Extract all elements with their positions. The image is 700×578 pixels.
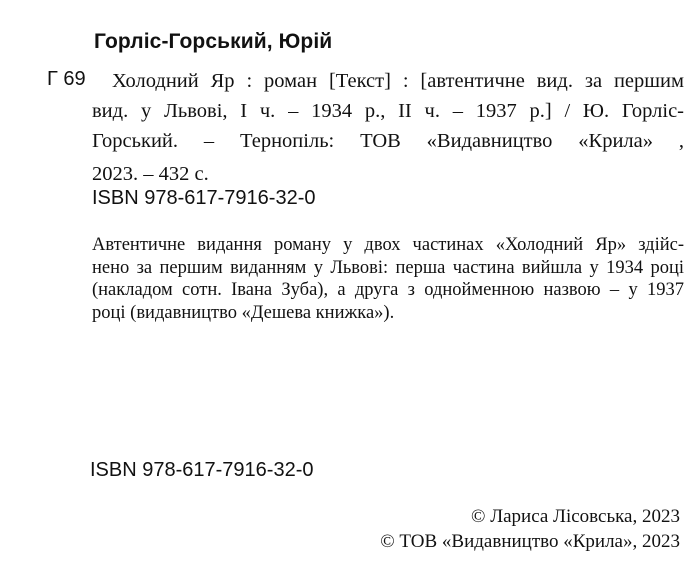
entry-line: Горський. – Тернопіль: ТОВ «Видавництво «Крила» , bbox=[92, 130, 684, 152]
annotation-line: нено за першим виданням у Львові: перша частина вийшла у 1934 році bbox=[92, 257, 684, 278]
annotation-line: Автентичне видання роману у двох частинах «Холодний Яр» здійс- bbox=[92, 235, 684, 255]
bibliographic-entry bbox=[92, 66, 684, 189]
entry-line: 2023. – 432 с. bbox=[92, 163, 209, 185]
annotation-line: році (видавництво «Дешева книжка»). bbox=[92, 302, 395, 323]
annotation-line: (накладом сотн. Івана Зуба), а друга з однойменною назвою – у 1937 bbox=[92, 280, 684, 300]
author-heading: Горліс-Горський, Юрій bbox=[94, 30, 333, 53]
entry-line: вид. у Львові, I ч. – 1934 р., II ч. – 1937 р.] / Ю. Горліс- bbox=[92, 100, 684, 122]
entry-line: Холодний Яр : роман [Текст] : [автентичне вид. за першим bbox=[112, 70, 684, 92]
annotation bbox=[92, 234, 684, 324]
classification-code: Г 69 bbox=[47, 68, 86, 90]
copyright-publisher: © ТОВ «Видавництво «Крила», 2023 bbox=[380, 531, 680, 552]
isbn-bottom: ISBN 978-617-7916-32-0 bbox=[90, 459, 314, 481]
copyright-author: © Лариса Лісовська, 2023 bbox=[471, 506, 680, 527]
isbn-top: ISBN 978-617-7916-32-0 bbox=[92, 187, 316, 209]
